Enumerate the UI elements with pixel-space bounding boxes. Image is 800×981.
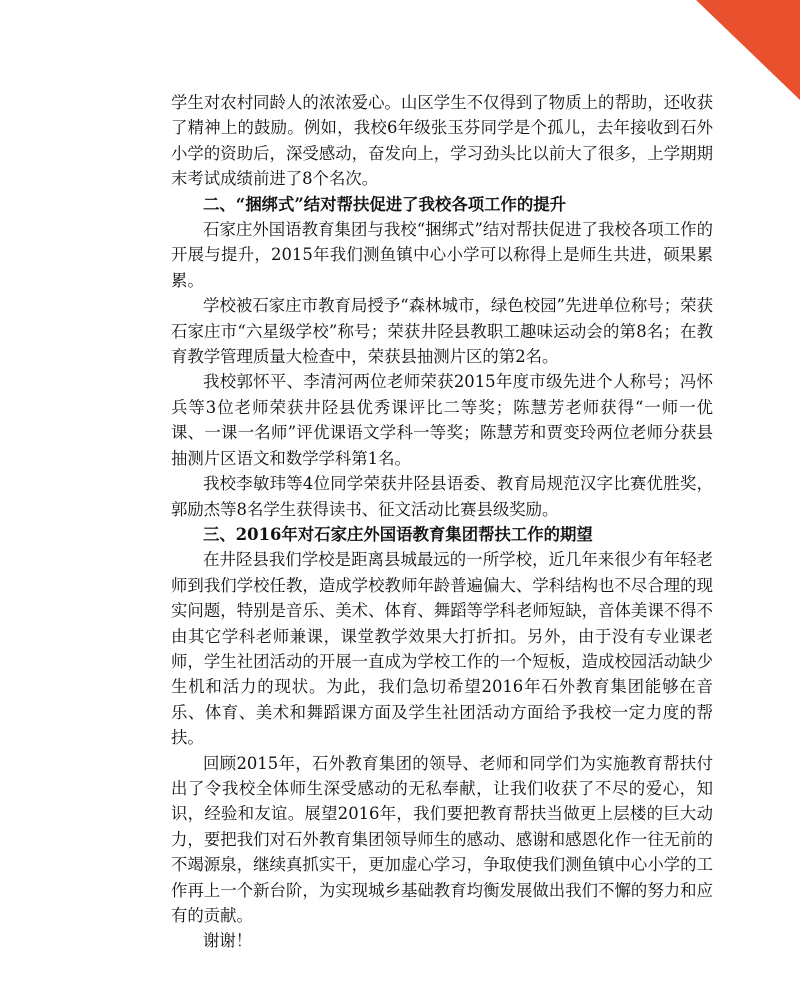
closing-thanks: 谢谢！ bbox=[203, 931, 253, 951]
paragraph-teacher-awards: 我校郭怀平、李清河两位老师荣获2015年度市级先进个人称号；冯怀兵等3位老师荣获井陉县优秀课评比二等奖；陈慧芳老师获得“一师一优课、一课一名师”评优课语文学科一等奖；陈慧芳和贾变玲两位老师分获县抽测片区语文和数学学科第1名。 bbox=[171, 372, 713, 468]
paragraph-school-honors: 学校被石家庄市教育局授予“森林城市，绿色校园”先进单位称号；荣获石家庄市“六星级学校”称号；荣获井陉县教职工趣味运动会的第8名；在教育教学管理质量大检查中，荣获县抽测片区的第2名。 bbox=[171, 296, 713, 367]
paragraph-student-awards: 我校李敏玮等4位同学荣获井陉县语委、教育局规范汉字比赛优胜奖，郭励杰等8名学生获得读书、征文活动比赛县级奖励。 bbox=[171, 474, 713, 519]
paragraph-school-needs: 在井陉县我们学校是距离县城最远的一所学校，近几年来很少有年轻老师到我们学校任教，造成学校教师年龄普遍偏大、学科结构也不尽合理的现实问题，特别是音乐、美术、体育、舞蹈等学科老师短缺，音体美课不得不由其它学科老师兼课，课堂教学效果大打折扣。另外，由于没有专业课老师，学生社团活动的开展一直成为学校工作的一个短板，造成校园活动缺少生机和活力的现状。为此，我们急切希望2016年石外教育集团能够在音乐、体育、美术和舞蹈课方面及学生社团活动方面给予我校一定力度的帮扶。 bbox=[171, 550, 713, 748]
paragraph-continuation: 学生对农村同龄人的浓浓爱心。山区学生不仅得到了物质上的帮助，还收获了精神上的鼓励。例如，我校6年级张玉芬同学是个孤儿，去年接收到石外小学的资助后，深受感动，奋发向上，学习劲头比以前大了很多，上学期期末考试成绩前进了8个名次。 bbox=[171, 93, 713, 189]
section-heading-3: 三、2016年对石家庄外国语教育集团帮扶工作的期望 bbox=[203, 524, 593, 544]
document-body bbox=[171, 90, 713, 954]
paragraph-partnership-intro: 石家庄外国语教育集团与我校“捆绑式”结对帮扶促进了我校各项工作的开展与提升，2015年我们测鱼镇中心小学可以称得上是师生共进，硕果累累。 bbox=[171, 220, 713, 290]
paragraph-review-outlook: 回顾2015年，石外教育集团的领导、老师和同学们为实施教育帮扶付出了令我校全体师生深受感动的无私奉献，让我们收获了不尽的爱心，知识，经验和友谊。展望2016年，我们要把教育帮扶当做更上层楼的巨大动力，要把我们对石外教育集团领导师生的感动、感谢和感恩化作一往无前的不竭源泉，继续真抓实干，更加虚心学习，争取使我们测鱼镇中心小学的工作再上一个新台阶，为实现城乡基础教育均衡发展做出我们不懈的努力和应有的贡献。 bbox=[171, 753, 713, 925]
corner-accent-triangle bbox=[696, 0, 800, 100]
section-heading-2: 二、“捆绑式”结对帮扶促进了我校各项工作的提升 bbox=[203, 194, 567, 214]
